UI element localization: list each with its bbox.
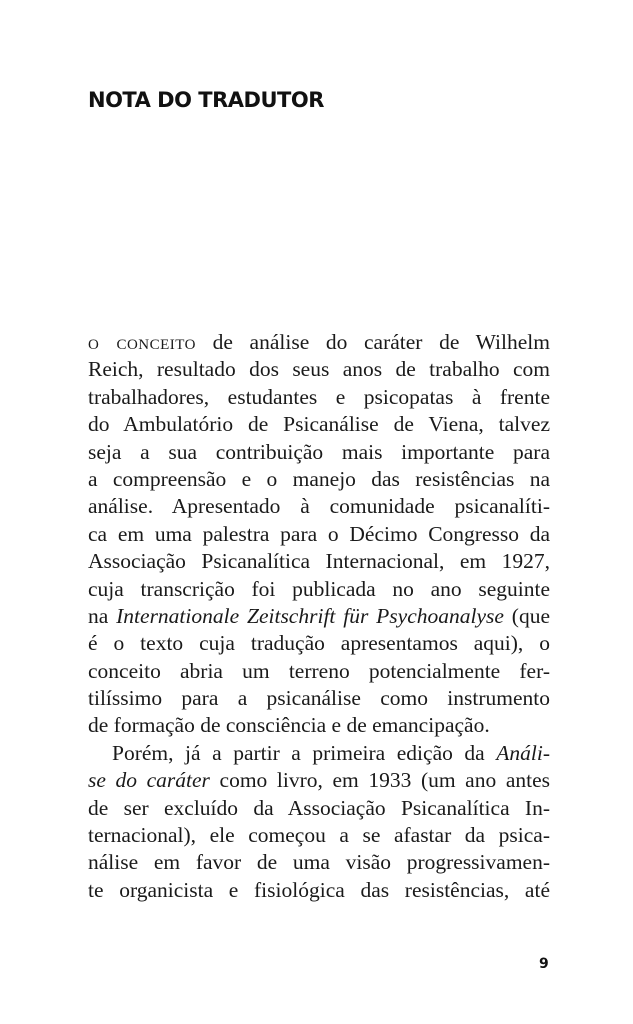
text-line: tilíssimo para a psicanálise como instrumento bbox=[88, 686, 550, 711]
paragraph-2 bbox=[88, 740, 550, 904]
text-line bbox=[88, 740, 550, 767]
text-line: te organicista e fisiológica das resistências, até bbox=[88, 877, 550, 902]
journal-title: Internationale Zeitschrift für Psychoanalyse bbox=[116, 603, 504, 628]
line-text: (que bbox=[503, 603, 550, 628]
text-line: Associação Psicanalítica Internacional, em 1927, bbox=[88, 549, 550, 574]
text-line: ternacional), ele começou a se afastar da psica- bbox=[88, 823, 550, 848]
line-text: Porém, já a partir a primeira edição da bbox=[112, 740, 497, 765]
opening-smallcaps: o conceito bbox=[88, 330, 197, 354]
text-line: do Ambulatório de Psicanálise de Viena, talvez bbox=[88, 412, 550, 437]
text-line bbox=[88, 329, 550, 356]
text-line: de formação de consciência e de emancipação. bbox=[88, 713, 490, 738]
book-title: Análi- bbox=[496, 740, 550, 765]
text-line bbox=[88, 767, 550, 794]
text-line: a compreensão e o manejo das resistências na bbox=[88, 466, 550, 491]
paragraph-1 bbox=[88, 329, 550, 740]
text-line: ca em uma palestra para o Décimo Congresso da bbox=[88, 521, 550, 546]
chapter-title: NOTA DO TRADUTOR bbox=[88, 88, 324, 112]
text-line: de ser excluído da Associação Psicanalítica In- bbox=[88, 795, 550, 820]
text-line: conceito abria um terreno potencialmente fer- bbox=[88, 658, 550, 683]
text-line: Reich, resultado dos seus anos de trabalho com bbox=[88, 357, 550, 382]
line-text: como livro, em 1933 (um ano antes bbox=[209, 768, 551, 793]
book-title: se do caráter bbox=[88, 768, 210, 793]
page-number: 9 bbox=[539, 956, 549, 972]
text-line: nálise em favor de uma visão progressivamen- bbox=[88, 850, 550, 875]
text-line: cuja transcrição foi publicada no ano seguinte bbox=[88, 576, 550, 601]
line-text: de análise do caráter de Wilhelm bbox=[196, 330, 550, 354]
body-text bbox=[88, 329, 550, 904]
text-line: análise. Apresentado à comunidade psicanalíti- bbox=[88, 494, 550, 519]
text-line bbox=[88, 603, 550, 630]
line-text: na bbox=[88, 603, 117, 628]
text-line: trabalhadores, estudantes e psicopatas à frente bbox=[88, 384, 550, 409]
text-line: seja a sua contribuição mais importante para bbox=[88, 439, 550, 464]
text-line: é o texto cuja tradução apresentamos aqui), o bbox=[88, 631, 550, 656]
